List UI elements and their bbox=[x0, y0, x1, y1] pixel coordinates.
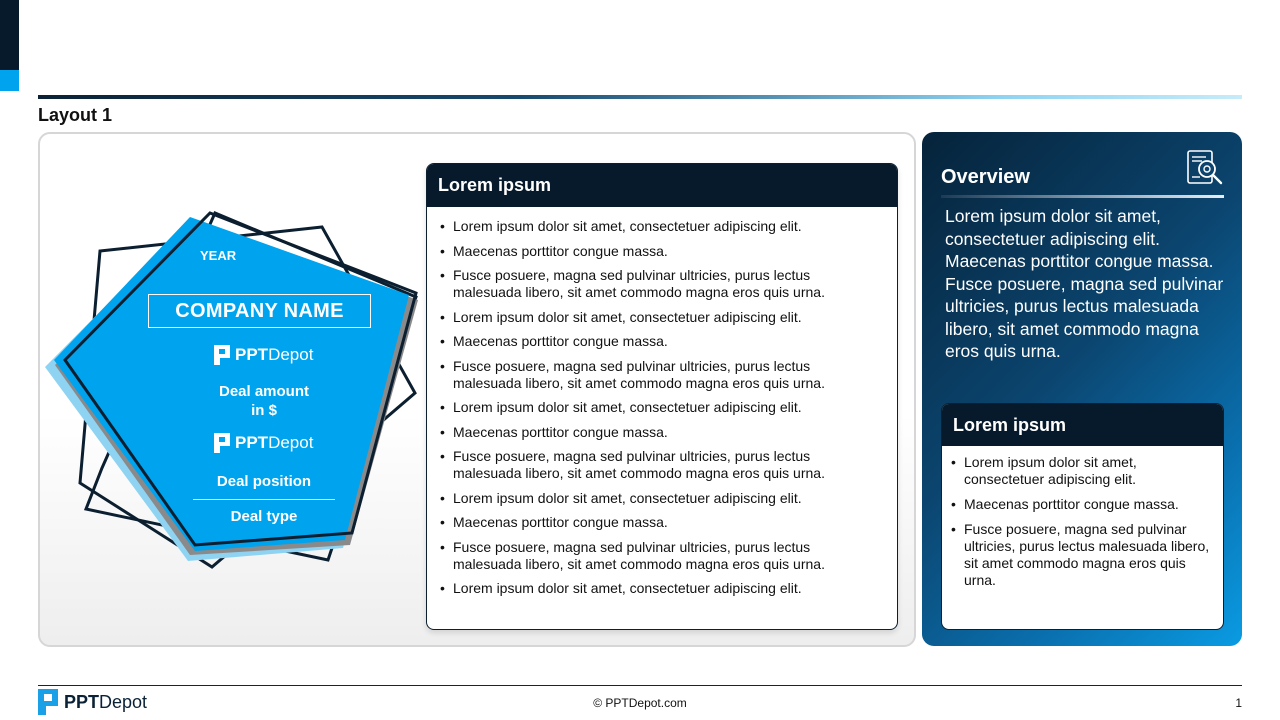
deal-position-label: Deal position bbox=[216, 473, 312, 490]
badge-logo-bottom bbox=[214, 433, 313, 453]
list-item: • Lorem ipsum dolor sit amet, consectetuer adipiscing elit. bbox=[453, 580, 877, 597]
page-number: 1 bbox=[1235, 696, 1242, 710]
list-item: • Lorem ipsum dolor sit amet, consectetuer adipiscing elit. bbox=[453, 309, 877, 326]
main-content-card bbox=[426, 163, 898, 630]
side-card-list bbox=[942, 446, 1223, 589]
main-card-list bbox=[427, 207, 897, 597]
deal-divider bbox=[193, 499, 335, 500]
corner-accent-blue bbox=[0, 70, 19, 91]
deal-amount-label bbox=[200, 382, 328, 420]
deal-amount-line2: in $ bbox=[251, 402, 277, 419]
logo-bold-text: PPT bbox=[235, 345, 269, 364]
title-rule bbox=[38, 95, 1242, 99]
company-name-box bbox=[148, 294, 371, 328]
deal-type-label: Deal type bbox=[230, 508, 298, 525]
list-item: • Fusce posuere, magna sed pulvinar ultricies, purus lectus malesuada libero, sit amet commodo magna eros quis urna. bbox=[453, 358, 877, 392]
list-item: • Maecenas porttitor congue massa. bbox=[453, 424, 877, 441]
list-item: • Maecenas porttitor congue massa. bbox=[964, 496, 1211, 513]
company-name-text: COMPANY NAME bbox=[175, 299, 344, 322]
logo-bold-text: PPT bbox=[235, 433, 269, 452]
slide-title: Layout 1 bbox=[38, 105, 113, 125]
deal-amount-line1: Deal amount bbox=[218, 383, 309, 400]
pptdepot-logo-icon bbox=[214, 433, 230, 453]
pptdepot-logo-icon bbox=[214, 345, 230, 365]
footer-logo-bold: PPT bbox=[64, 691, 100, 712]
footer-copyright: © PPTDepot.com bbox=[593, 696, 687, 710]
list-item: • Maecenas porttitor congue massa. bbox=[453, 514, 877, 531]
footer-logo bbox=[38, 689, 147, 715]
list-item: • Fusce posuere, magna sed pulvinar ultricies, purus lectus malesuada libero, sit amet commodo magna eros quis urna. bbox=[453, 267, 877, 301]
main-card-header: Lorem ipsum bbox=[427, 164, 897, 207]
side-content-card bbox=[941, 403, 1224, 630]
overview-title: Overview bbox=[941, 166, 1030, 188]
logo-rest-text: Depot bbox=[268, 345, 314, 364]
side-card-header: Lorem ipsum bbox=[942, 404, 1223, 446]
list-item: • Maecenas porttitor congue massa. bbox=[453, 333, 877, 350]
list-item: • Fusce posuere, magna sed pulvinar ultricies, purus lectus malesuada libero, sit amet commodo magna eros quis urna. bbox=[453, 448, 877, 482]
list-item: • Lorem ipsum dolor sit amet, consectetuer adipiscing elit. bbox=[453, 218, 877, 235]
overview-text: Lorem ipsum dolor sit amet, consectetuer adipiscing elit. Maecenas porttitor congue massa. Fusce posuere, magna sed pulvinar ultricies, purus lectus malesuada libero, sit amet commodo magna eros quis urna. bbox=[945, 206, 1224, 361]
list-item: • Lorem ipsum dolor sit amet, consectetuer adipiscing elit. bbox=[453, 490, 877, 507]
list-item: • Maecenas porttitor congue massa. bbox=[453, 243, 877, 260]
footer-rule bbox=[38, 685, 1242, 686]
footer-logo-rest: Depot bbox=[99, 691, 148, 712]
corner-accent-dark bbox=[0, 0, 19, 70]
list-item: • Fusce posuere, magna sed pulvinar ultricies, purus lectus malesuada libero, sit amet commodo magna eros quis urna. bbox=[964, 521, 1211, 589]
badge-logo-top bbox=[214, 345, 313, 365]
year-label: YEAR bbox=[200, 248, 237, 263]
overview-rule bbox=[941, 195, 1224, 198]
document-search-icon bbox=[1186, 149, 1224, 187]
list-item: • Fusce posuere, magna sed pulvinar ultricies, purus lectus malesuada libero, sit amet commodo magna eros quis urna. bbox=[453, 539, 877, 573]
list-item: • Lorem ipsum dolor sit amet, consectetuer adipiscing elit. bbox=[453, 399, 877, 416]
list-item: • Lorem ipsum dolor sit amet, consectetuer adipiscing elit. bbox=[964, 454, 1211, 488]
logo-rest-text: Depot bbox=[268, 433, 314, 452]
pptdepot-logo-icon bbox=[38, 689, 58, 715]
